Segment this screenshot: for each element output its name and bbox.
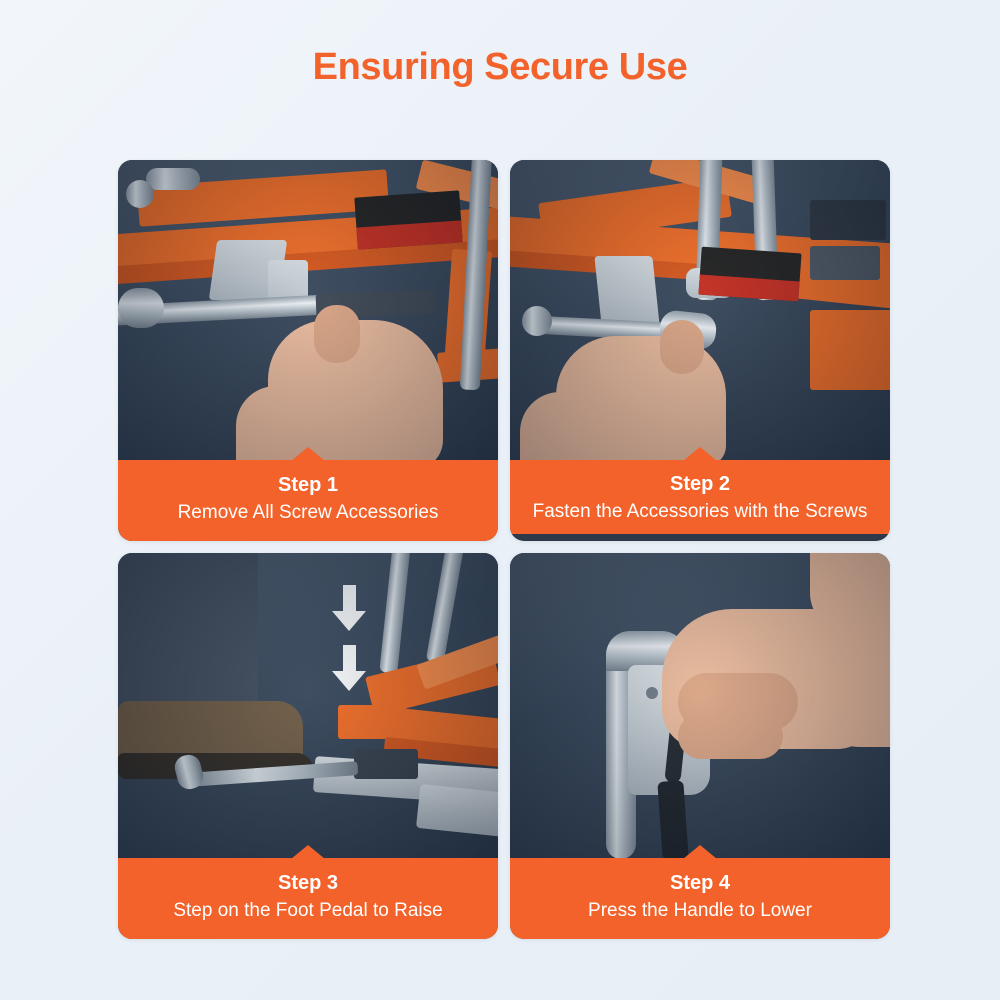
step-card-1 xyxy=(118,160,498,541)
step-3-label: Step 3 xyxy=(277,871,339,894)
step-2-image xyxy=(510,160,890,460)
pedal-mount xyxy=(354,749,418,779)
wheel-assembly xyxy=(416,784,498,838)
chrome-rod-right xyxy=(426,553,465,664)
chrome-knob xyxy=(522,306,552,336)
thumb xyxy=(660,320,704,374)
plate-rivet xyxy=(646,687,658,699)
silver-bracket xyxy=(594,256,659,326)
step-1-image xyxy=(118,160,498,460)
page-title: Ensuring Secure Use xyxy=(312,46,688,88)
step-4-label: Step 4 xyxy=(669,871,731,894)
step-4-image xyxy=(510,553,890,858)
forearm xyxy=(810,553,890,633)
thumb xyxy=(314,305,360,363)
lift-base-block xyxy=(810,310,890,390)
step-card-4 xyxy=(510,553,890,939)
step-1-caption xyxy=(118,460,498,541)
arrow-stem-2 xyxy=(343,645,356,673)
gear-rack-2 xyxy=(810,246,880,280)
wrench-head xyxy=(118,288,164,328)
step-card-2 xyxy=(510,160,890,541)
caption-notch-icon xyxy=(291,845,325,859)
step-1-label: Step 1 xyxy=(277,474,339,496)
step-2-description: Fasten the Accessories with the Screws xyxy=(532,501,868,522)
arrow-stem-1 xyxy=(343,585,356,613)
warning-label xyxy=(698,247,801,302)
steps-grid xyxy=(118,160,890,939)
wrist xyxy=(520,392,640,460)
step-card-3 xyxy=(118,553,498,939)
chrome-cap-left xyxy=(146,168,200,190)
arrow-down-icon-1 xyxy=(332,611,366,631)
step-2-label: Step 2 xyxy=(669,473,731,495)
step-3-caption xyxy=(118,858,498,939)
caption-notch-icon xyxy=(683,845,717,859)
caption-notch-icon xyxy=(291,447,325,461)
arrow-down-icon-2 xyxy=(332,671,366,691)
step-3-description: Step on the Foot Pedal to Raise xyxy=(173,899,443,921)
step-4-description: Press the Handle to Lower xyxy=(588,899,812,921)
step-4-caption xyxy=(510,858,890,939)
step-2-caption xyxy=(510,460,890,534)
chrome-rod-left xyxy=(379,553,410,674)
step-3-image xyxy=(118,553,498,858)
fingers-lower xyxy=(678,713,783,759)
caption-notch-icon xyxy=(683,447,717,461)
warning-label xyxy=(354,190,462,249)
gear-rack xyxy=(810,200,886,240)
chrome-knob xyxy=(126,180,154,208)
step-1-description: Remove All Screw Accessories xyxy=(177,502,439,523)
